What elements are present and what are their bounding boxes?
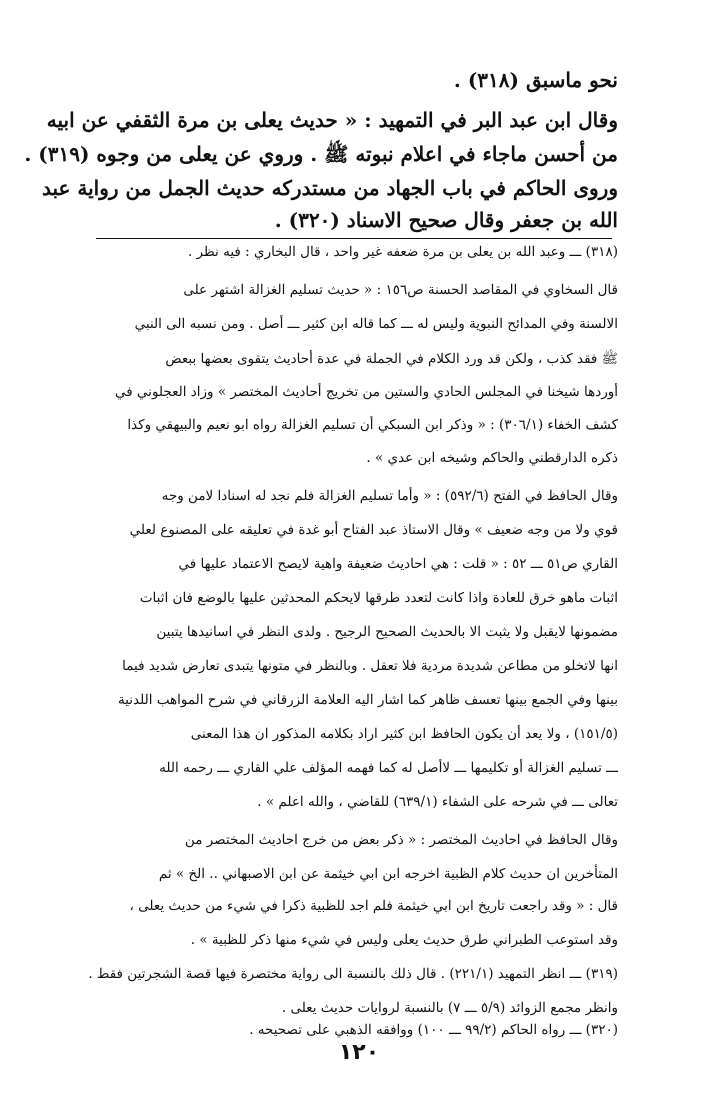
footnote-318-line-10: القاري ص٥١ ـــ ٥٢ : « قلت : هي احاديث ضعيفة واهية لايصح الاعتماد عليها في (178, 556, 618, 572)
footnote-318-line-11: اثبات ماهو خرق للعادة واذا كانت لتعدد طرقها لايحكم المحدثين عليها بالوضع فان اثبات (139, 590, 618, 606)
main-line-5: الله بن جعفر وقال صحيح الاسناد (٣٢٠) . (274, 208, 618, 232)
footnote-318-line-5: أوردها شيخنا في المجلس الحادي والستين من تخريج أحاديث المختصر » وزاد العجلوني في (114, 384, 618, 400)
footnote-318-line-20: قال : « وقد راجعت تاريخ ابن ابي خيثمة فلم اجد للظبية ذكرا في شيء من حديث يعلى ، (129, 898, 618, 914)
footnote-318-line-8: وقال الحافظ في الفتح (٥٩٢/٦) : « وأما تسليم الغزالة فلم نجد له اسنادا لامن وجه (161, 488, 618, 504)
footnote-318-line-18: وقال الحافظ في احاديث المختصر : « ذكر بعض من خرج احاديث المختصر من (184, 832, 618, 848)
page-number: ١٢٠ (338, 1040, 380, 1065)
footnote-318-line-6: كشف الخفاء (٣٠٦/١) : « وذكر ابن السبكي أن تسليم الغزالة رواه ابو نعيم والبيهقي وكذا (127, 417, 618, 433)
footnote-318-line-19: المتأخرين ان حديث كلام الظبية اخرجه ابن ابي خيثمة عن ابن الاصبهاني .. الخ » ثم (158, 866, 618, 882)
main-line-2: وقال ابن عبد البر في التمهيد : « حديث يعلى بن مرة الثقفي عن ابيه (46, 108, 618, 132)
footnote-318-line-13: انها لاتخلو من مطاعن شديدة مردية فلا تعقل . وبالنظر في متونها يتبدى تعارض شديد فيما (122, 658, 618, 674)
footnote-319-line-1: (٣١٩) ـــ انظر التمهيد (٢٢١/١) . قال ذلك بالنسبة الى رواية مختصرة فيها قصة الشجرتين فقط . (88, 966, 618, 982)
footnote-318-line-21: وقد استوعب الطبراني طرق حديث يعلى وليس في شيء منها ذكر للظبية » . (190, 932, 618, 948)
footnote-318-line-7: ذكره الدارقطني والحاكم وشيخه ابن عدي » . (366, 450, 618, 466)
main-line-3: من أحسن ماجاء في اعلام نبوته ﷺ . وروي عن يعلى من وجوه (٣١٩) . (24, 142, 618, 166)
footnote-divider (96, 238, 612, 239)
main-line-1: نحو ماسبق (٣١٨) . (453, 68, 618, 92)
footnote-318-line-16: ـــ تسليم الغزالة أو تكليمها ـــ لاأصل له كما فهمه المؤلف علي القاري ـــ رحمه الله (159, 760, 618, 776)
footnote-318-line-3: الالسنة وفي المدائح النبوية وليس له ـــ كما قاله ابن كثير ـــ أصل . ومن نسبه الى النبي (134, 316, 618, 332)
footnote-318-line-17: تعالى ـــ في شرحه على الشفاء (٦٣٩/١) للقاضي ، والله اعلم » . (257, 794, 618, 810)
footnote-318-line-1: (٣١٨) ـــ وعبد الله بن يعلى بن مرة ضعفه غير واحد ، قال البخاري : فيه نظر . (187, 244, 618, 260)
footnote-318-line-12: مضمونها لايقبل ولا يثبت الا بالحديث الصحيح الرجيح . ولدى النظر في اسانيدها يتبين (156, 624, 618, 640)
footnote-318-line-2: قال السخاوي في المقاصد الحسنة ص١٥٦ : « حديث تسليم الغزالة اشتهر على (183, 282, 618, 298)
footnote-319-line-2: وانظر مجمع الزوائد (٥/٩ ـــ ٧) بالنسبة لروايات حديث يعلى . (281, 1000, 618, 1016)
footnote-320-line-1: (٣٢٠) ـــ رواه الحاكم (٩٩/٢ ـــ ١٠٠) ووافقه الذهبي على تصحيحه . (249, 1022, 618, 1038)
footnote-318-line-9: قوي ولا من وجه ضعيف » وقال الاستاذ عبد الفتاح أبو غدة في تعليقه على المصنوع لعلي (129, 522, 618, 538)
footnote-318-line-4: ﷺ فقد كذب ، ولكن قد ورد الكلام في الجملة في عدة أحاديث يتقوى بعضها ببعض (165, 351, 618, 367)
main-line-4: وروى الحاكم في باب الجهاد من مستدركه حديث الجمل من رواية عبد (41, 176, 618, 200)
footnote-318-line-14: بينها وفي الجمع بينها تعسف ظاهر كما اشار اليه العلامة الزرقاني في شرح المواهب اللدنية (117, 692, 618, 708)
footnote-318-line-15: (١٥١/٥) ، ولا يعد أن يكون الحافظ ابن كثير اراد بكلامه المذكور ان هذا المعنى (190, 726, 618, 742)
